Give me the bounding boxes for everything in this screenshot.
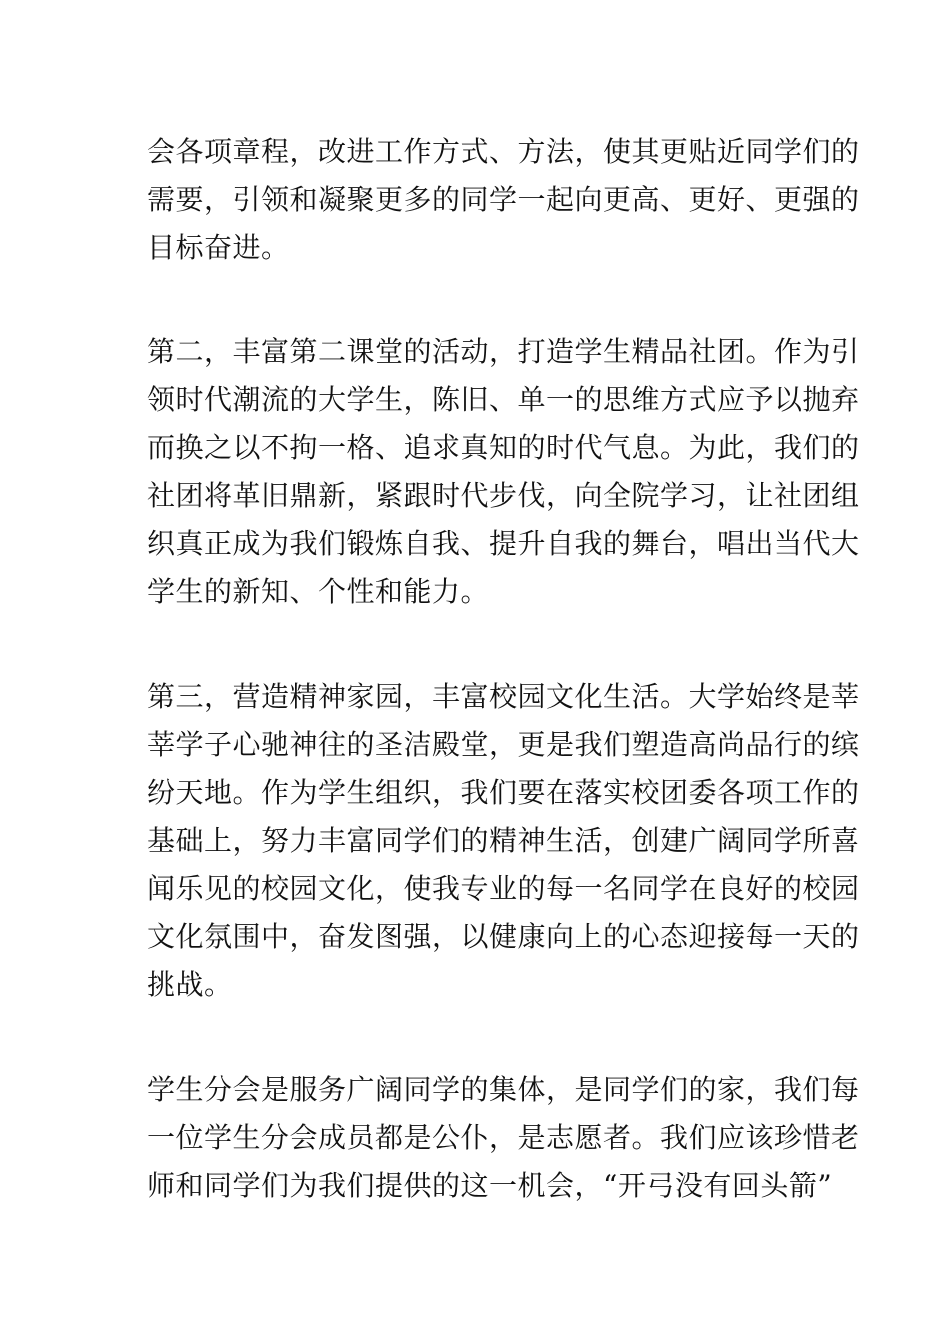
paragraph-line: 闻乐见的校园文化，使我专业的每一名同学在良好的校园 — [147, 872, 860, 905]
paragraph-4 — [147, 1066, 860, 1210]
paragraph-line: 师和同学们为我们提供的这一机会，“开弓没有回头箭” — [147, 1169, 833, 1202]
paragraph-line: 会各项章程，改进工作方式、方法，使其更贴近同学们的 — [147, 135, 860, 168]
paragraph-line: 一位学生分会成员都是公仆，是志愿者。我们应该珍惜老 — [147, 1121, 860, 1154]
paragraph-3 — [147, 673, 860, 1009]
paragraph-2 — [147, 328, 860, 616]
paragraph-line: 织真正成为我们锻炼自我、提升自我的舞台，唱出当代大 — [147, 527, 860, 560]
paragraph-line: 纷天地。作为学生组织，我们要在落实校团委各项工作的 — [147, 776, 860, 809]
paragraph-line: 社团将革旧鼎新，紧跟时代步伐，向全院学习，让社团组 — [147, 479, 860, 512]
paragraph-line: 挑战。 — [147, 968, 233, 1001]
paragraph-line: 领时代潮流的大学生，陈旧、单一的思维方式应予以抛弃 — [147, 383, 860, 416]
paragraph-line: 基础上，努力丰富同学们的精神生活，创建广阔同学所喜 — [147, 824, 860, 857]
paragraph-line: 而换之以不拘一格、追求真知的时代气息。为此，我们的 — [147, 431, 860, 464]
paragraph-line: 学生分会是服务广阔同学的集体，是同学们的家，我们每 — [147, 1073, 860, 1106]
paragraph-line: 目标奋进。 — [147, 231, 290, 264]
paragraph-line: 需要，引领和凝聚更多的同学一起向更高、更好、更强的 — [147, 183, 860, 216]
paragraph-1 — [147, 128, 860, 272]
paragraph-line: 莘学子心驰神往的圣洁殿堂，更是我们塑造高尚品行的缤 — [147, 728, 860, 761]
paragraph-line: 第二，丰富第二课堂的活动，打造学生精品社团。作为引 — [147, 335, 860, 368]
paragraph-line: 第三，营造精神家园，丰富校园文化生活。大学始终是莘 — [147, 680, 860, 713]
paragraph-line: 学生的新知、个性和能力。 — [147, 575, 490, 608]
paragraph-line: 文化氛围中，奋发图强，以健康向上的心态迎接每一天的 — [147, 920, 860, 953]
